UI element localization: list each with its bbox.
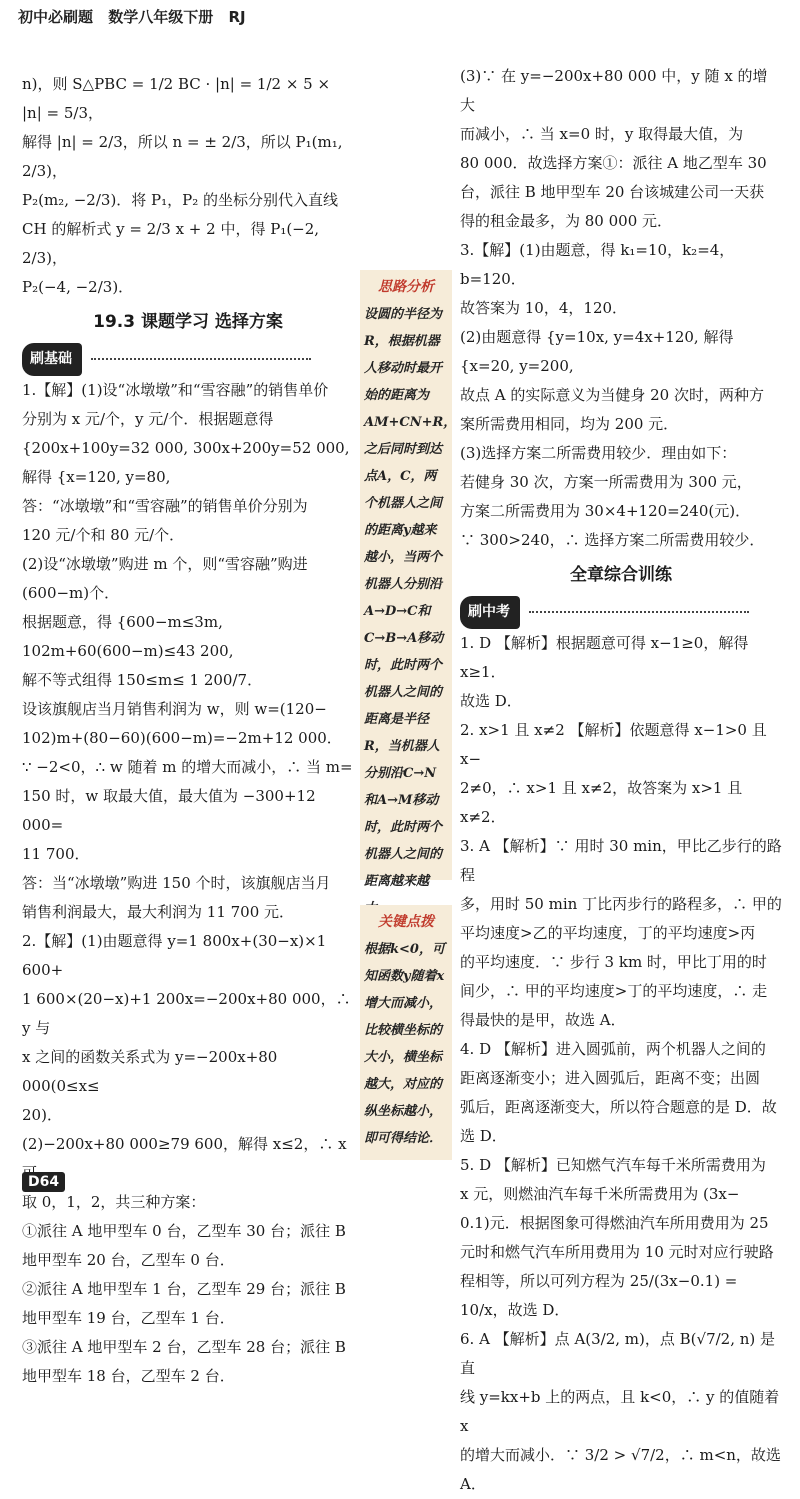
text-line: 150 时，w 取最大值，最大值为 −300+12 000= — [22, 787, 316, 834]
text-line: (3)选择方案二所需费用较少．理由如下： — [460, 444, 737, 462]
text-line: 80 000．故选择方案①：派往 A 地乙型车 30 — [460, 154, 767, 172]
text-line: {200x+100y=32 000, 300x+200y=52 000, 解得 {x=120, y=80, — [22, 439, 350, 486]
text-line: 1 600×(20−x)+1 200x=−200x+80 000，∴ y 与 — [22, 990, 351, 1037]
text-line: 而减小，∴ 当 x=0 时，y 取得最大值，为 — [460, 125, 744, 143]
exam-question-6 — [460, 1325, 782, 1499]
margin-note-title: 思路分析 — [378, 279, 434, 295]
text-line: 线 y=kx+b 上的两点，且 k<0，∴ y 的值随着 x — [460, 1388, 780, 1435]
text-line: P₂(−4, −2/3)． — [22, 278, 134, 296]
text-line: 选 D． — [460, 1127, 507, 1145]
basic-section-header — [22, 343, 354, 376]
question-2 — [22, 927, 354, 1391]
text-line: 解不等式组得 150≤m≤ 1 200/7． — [22, 671, 263, 689]
text-line: 程相等，所以可列方程为 25/(3x−0.1) = 10/x，故选 D． — [460, 1272, 738, 1319]
text-line: 2. x>1 且 x≠2 【解析】依题意得 x−1>0 且 x− — [460, 721, 767, 768]
text-line: 故答案为 10，4，120． — [460, 299, 628, 317]
text-line: 3.【解】(1)由题意，得 k₁=10，k₂=4，b=120． — [460, 241, 735, 288]
margin-note-analysis — [360, 270, 457, 889]
text-line: (2)设“冰墩墩”购进 m 个，则“雪容融”购进 — [22, 555, 308, 573]
text-line: ∵ 300>240，∴ 选择方案二所需费用较少． — [460, 531, 765, 549]
text-line: (600−m)个． — [22, 584, 120, 602]
text-line: 11 700． — [22, 845, 90, 863]
text-line: (2)−200x+80 000≥79 600，解得 x≤2，∴ x — [22, 1135, 347, 1153]
text-line: 根据题意，得 {600−m≤3m, 102m+60(600−m)≤43 200, — [22, 613, 234, 660]
section-title: 全章综合训练 — [570, 565, 672, 585]
question-1 — [22, 376, 354, 927]
exam-question-4 — [460, 1035, 782, 1151]
text-line: 1. D 【解析】根据题意可得 x−1≥0，解得 x≥1． — [460, 634, 749, 681]
text-line: 平均速度>乙的平均速度，丁的平均速度>丙 — [460, 924, 756, 942]
exam-question-1 — [460, 629, 782, 716]
text-line: 得的租金最多，为 80 000 元． — [460, 212, 673, 230]
text-line: 距离逐渐变小；进入圆弧后，距离不变；出圆 — [460, 1069, 761, 1087]
text-line: 设该旗舰店当月销售利润为 w，则 w=(120− — [22, 700, 327, 718]
subject-title: 数学八年级下册 — [108, 8, 214, 26]
left-column — [22, 70, 354, 1391]
text-line: 方案二所需费用为 30×4+120=240(元)． — [460, 502, 751, 520]
text-line: 得最快的是甲，故选 A． — [460, 1011, 626, 1029]
text-line: 102)m+(80−60)(600−m)=−2m+12 000． — [22, 729, 342, 747]
text-line: 解得 |n| = 2/3，所以 n = ± 2/3，所以 P₁(m₁, 2/3)， — [22, 133, 343, 180]
exam-section-header — [460, 596, 782, 629]
question-3 — [460, 236, 782, 555]
text-line: ③派往 A 地甲型车 2 台，乙型车 28 台；派往 B — [22, 1338, 346, 1356]
text-line: (2)由题意得 {y=10x, y=4x+120, 解得 {x=20, y=200, — [460, 328, 734, 375]
text-line: 案所需费用相同，均为 200 元． — [460, 415, 679, 433]
text-line: 0.1)元．根据图象可得燃油汽车所用费用为 25 — [460, 1214, 769, 1232]
text-line: 弧后，距离逐渐变大，所以符合题意的是 D．故 — [460, 1098, 777, 1116]
text-line: (3)∵ 在 y=−200x+80 000 中，y 随 x 的增大 — [460, 67, 768, 114]
text-line: 若健身 30 次，方案一所需费用为 300 元， — [460, 473, 752, 491]
text-line: 取 0，1，2，共三种方案： — [22, 1193, 206, 1211]
text-line: 地甲型车 20 台，乙型车 0 台． — [22, 1251, 235, 1269]
text-line: 销售利润最大，最大利润为 11 700 元． — [22, 903, 295, 921]
text-line: 地甲型车 18 台，乙型车 2 台． — [22, 1367, 235, 1385]
text-line: 的增大而减小．∵ 3/2 > √7/2，∴ m<n，故选 A． — [460, 1446, 781, 1493]
text-line: x 元，则燃油汽车每千米所需费用为 (3x− — [460, 1185, 740, 1203]
text-line: ∵ −2<0，∴ w 随着 m 的增大而减小，∴ 当 m= — [22, 758, 353, 776]
text-line: 答：“冰墩墩”和“雪容融”的销售单价分别为 — [22, 497, 308, 515]
text-line: 的平均速度．∵ 步行 3 km 时，甲比丁用的时 — [460, 953, 767, 971]
text-line: 分别为 x 元/个，y 元/个．根据题意得 — [22, 410, 274, 428]
text-line: 地甲型车 19 台，乙型车 1 台． — [22, 1309, 235, 1327]
text-line: 故点 A 的实际意义为当健身 20 次时，两种方 — [460, 386, 764, 404]
text-line: 120 元/个和 80 元/个． — [22, 526, 185, 544]
text-line: x 之间的函数关系式为 y=−200x+80 000(0≤x≤ — [22, 1048, 278, 1095]
text-line: 答：当“冰墩墩”购进 150 个时，该旗舰店当月 — [22, 874, 331, 892]
edition-label: RJ — [228, 8, 246, 26]
dotted-divider — [529, 611, 749, 613]
question-2-continued — [460, 62, 782, 236]
exam-question-3 — [460, 832, 782, 1035]
basic-badge: 刷基础 — [22, 343, 82, 376]
text-line: 1.【解】(1)设“冰墩墩”和“雪容融”的销售单价 — [22, 381, 329, 399]
right-column — [460, 62, 782, 1499]
book-title: 初中必刷题 — [18, 8, 94, 26]
text-line: ②派往 A 地甲型车 1 台，乙型车 29 台；派往 B — [22, 1280, 346, 1298]
dotted-divider — [91, 358, 311, 360]
text-line: CH 的解析式 y = 2/3 x + 2 中，得 P₁(−2, 2/3)， — [22, 220, 320, 267]
text-line: P₂(m₂, −2/3)．将 P₁，P₂ 的坐标分别代入直线 — [22, 191, 339, 209]
margin-note-text: 设圆的半径为R，根据机器人移动时最开始的距离为AM+CN+R，之后同时到达点A，C，两个机器人之间的距离y越来越小，当两个机器人分别沿A→D→C和C→B→A移动时，此时两个机器人之间的距离是半径R，当机器人分别沿C→N和A→M移动时，此时两个机器人之间的距离越来越 — [364, 307, 457, 889]
margin-note-tip — [360, 905, 452, 1160]
text-line: 5. D 【解析】已知燃气汽车每千米所需费用为 — [460, 1156, 766, 1174]
text-line: 3. A 【解析】∵ 用时 30 min，甲比乙步行的路程 — [460, 837, 782, 884]
text-line: 元时和燃气汽车所用费用为 10 元时对应行驶路 — [460, 1243, 774, 1261]
margin-note-text: 根据k<0，可知函数y随着x增大而减小，比较横坐标的大小，横坐标越大，对应的纵坐标越小，即可得结论． — [364, 942, 445, 1146]
text-line: 20)． — [22, 1106, 62, 1124]
page-number: D64 — [22, 1172, 65, 1192]
text-line: 台，派往 B 地甲型车 20 台该城建公司一天获 — [460, 183, 765, 201]
text-line: 2≠0，∴ x>1 且 x≠2，故答案为 x>1 且 x≠2． — [460, 779, 743, 826]
margin-note-title: 关键点拨 — [378, 914, 434, 930]
text-line: 6. A 【解析】点 A(3/2, m)，点 B(√7/2, n) 是直 — [460, 1330, 776, 1377]
section-title: 19.3 课题学习 选择方案 — [93, 312, 283, 332]
text-line: 间少，∴ 甲的平均速度>丁的平均速度，∴ 走 — [460, 982, 768, 1000]
page-header — [18, 6, 256, 27]
text-line: 2.【解】(1)由题意得 y=1 800x+(30−x)×1 600+ — [22, 932, 327, 979]
text-line: 4. D 【解析】进入圆弧前，两个机器人之间的 — [460, 1040, 766, 1058]
exam-badge: 刷中考 — [460, 596, 520, 629]
text-line: n)，则 S△PBC = 1/2 BC · |n| = 1/2 × 5 × |n| = 5/3， — [22, 75, 331, 122]
text-line: 故选 D． — [460, 692, 522, 710]
text-line: 多，用时 50 min 丁比丙步行的路程多，∴ 甲的 — [460, 895, 782, 913]
text-line: ①派往 A 地甲型车 0 台，乙型车 30 台；派往 B — [22, 1222, 346, 1240]
exam-question-2 — [460, 716, 782, 832]
exam-question-5 — [460, 1151, 782, 1325]
